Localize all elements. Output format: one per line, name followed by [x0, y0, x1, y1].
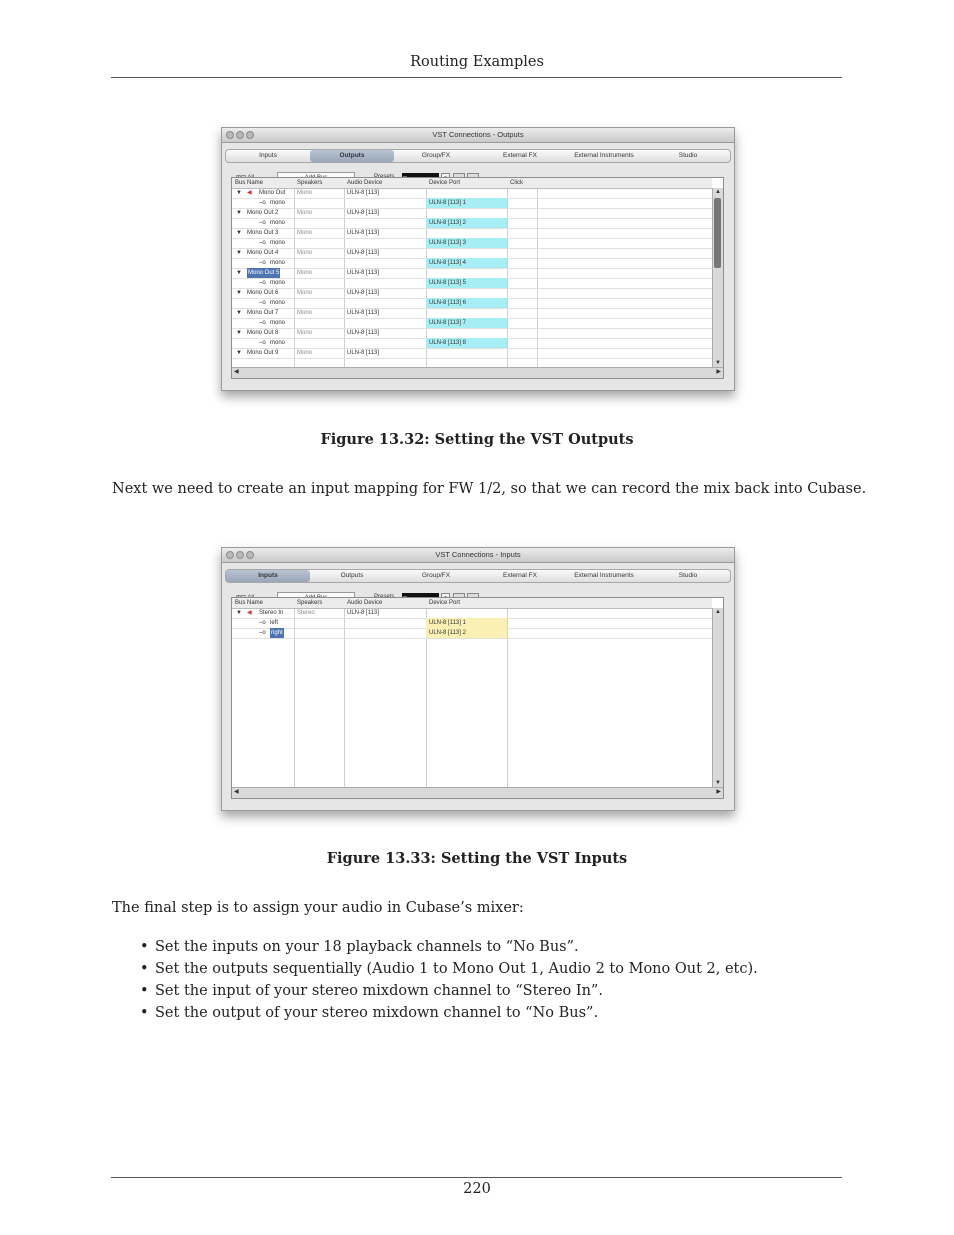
audio-device-value[interactable]: ULN-8 [113] — [347, 610, 379, 616]
expand-triangle-icon[interactable]: ▼ — [236, 290, 242, 296]
list-item: • Set the outputs sequentially (Audio 1 to Mono Out 1, Audio 2 to Mono Out 2, etc). — [140, 958, 758, 980]
figure-caption-inputs: Figure 13.33: Setting the VST Inputs — [326, 850, 628, 867]
audio-device-value[interactable]: ULN-8 [113] — [347, 230, 379, 236]
red-light-icon[interactable] — [226, 131, 234, 139]
horizontal-scrollbar[interactable] — [232, 787, 723, 798]
expand-triangle-icon[interactable]: ▼ — [236, 190, 242, 196]
device-port-value[interactable]: ULN-8 [113] 7 — [429, 320, 466, 326]
expand-triangle-icon[interactable]: ▼ — [236, 310, 242, 316]
device-port-value[interactable]: ULN-8 [113] 1 — [429, 200, 466, 206]
tab-bar — [225, 569, 731, 583]
column-header-bus-name[interactable]: Bus Name — [235, 180, 264, 186]
speakers-value: Mono — [297, 230, 313, 236]
tab-inputs[interactable]: Inputs — [259, 152, 277, 159]
channel-name[interactable]: mono — [270, 220, 286, 226]
tab-group-fx[interactable]: Group/FX — [421, 152, 451, 159]
channel-name[interactable]: mono — [270, 240, 286, 246]
window-title: VST Connections - Outputs — [432, 130, 524, 139]
instruction-list — [140, 936, 758, 1024]
tab-bar — [225, 149, 731, 163]
channel-connector-icon: –o — [259, 300, 266, 306]
bus-name[interactable]: Stereo In — [259, 610, 284, 616]
page-header: Routing Examples — [410, 54, 544, 70]
channel-connector-icon: –o — [259, 340, 266, 346]
green-light-icon[interactable] — [246, 131, 254, 139]
scroll-thumb[interactable] — [714, 198, 721, 268]
window-titlebar[interactable] — [222, 128, 734, 143]
bus-name[interactable]: Mono Out 4 — [247, 250, 279, 256]
channel-name[interactable]: mono — [270, 300, 286, 306]
column-header-audio-device[interactable]: Audio Device — [347, 600, 383, 606]
expand-triangle-icon[interactable]: ▼ — [236, 230, 242, 236]
expand-triangle-icon[interactable]: ▼ — [236, 350, 242, 356]
device-port-value[interactable]: ULN-8 [113] 8 — [429, 340, 466, 346]
scroll-down-icon[interactable]: ▼ — [715, 780, 721, 786]
table-row[interactable] — [232, 348, 712, 359]
list-item: • Set the input of your stereo mixdown channel to “Stereo In”. — [140, 980, 758, 1002]
channel-name[interactable]: mono — [270, 200, 286, 206]
speaker-icon: ◀ — [247, 190, 252, 196]
channel-name[interactable]: mono — [270, 340, 286, 346]
bus-name[interactable]: Mono Out 9 — [247, 350, 279, 356]
channel-connector-icon: –o — [259, 200, 266, 206]
list-item: • Set the inputs on your 18 playback channels to “No Bus”. — [140, 936, 758, 958]
channel-name[interactable]: right — [271, 630, 283, 636]
channel-name[interactable]: mono — [270, 280, 286, 286]
bus-name[interactable]: Mono Out 2 — [247, 210, 279, 216]
audio-device-value[interactable]: ULN-8 [113] — [347, 310, 379, 316]
speakers-value: Mono — [297, 270, 313, 276]
column-header-speakers[interactable]: Speakers — [297, 600, 323, 606]
device-port-value[interactable]: ULN-8 [113] 3 — [429, 240, 466, 246]
column-header-click[interactable]: Click — [510, 180, 523, 186]
tab-inputs[interactable]: Inputs — [226, 570, 310, 582]
device-port-value[interactable]: ULN-8 [113] 6 — [429, 300, 466, 306]
list-item: • Set the output of your stereo mixdown channel to “No Bus”. — [140, 1002, 758, 1024]
paragraph-input-mapping: Next we need to create an input mapping for FW 1/2, so that we can record the mix back into Cubase. — [112, 481, 867, 497]
audio-device-value[interactable]: ULN-8 [113] — [347, 270, 379, 276]
bus-name[interactable]: Mono Out 3 — [247, 230, 279, 236]
channel-connector-icon: –o — [259, 620, 266, 626]
expand-triangle-icon[interactable]: ▼ — [236, 330, 242, 336]
tab-outputs[interactable]: Outputs — [310, 150, 394, 162]
bullet-icon: • — [140, 961, 149, 977]
vst-outputs-window — [221, 127, 735, 391]
vst-inputs-window — [221, 547, 735, 811]
speakers-value: Mono — [297, 350, 313, 356]
audio-device-value[interactable]: ULN-8 [113] — [347, 330, 379, 336]
tab-external-fx[interactable]: External FX — [503, 152, 537, 159]
device-port-value[interactable]: ULN-8 [113] 2 — [429, 630, 466, 636]
audio-device-value[interactable]: ULN-8 [113] — [347, 350, 379, 356]
speakers-value: Stereo — [297, 610, 315, 616]
window-titlebar[interactable] — [222, 548, 734, 563]
expand-triangle-icon[interactable]: ▼ — [236, 610, 242, 616]
scroll-up-icon[interactable]: ▲ — [715, 609, 721, 615]
column-header-audio-device[interactable]: Audio Device — [347, 180, 383, 186]
paragraph-final-step: The final step is to assign your audio in Cubase’s mixer: — [112, 900, 524, 916]
audio-device-value[interactable]: ULN-8 [113] — [347, 190, 379, 196]
horizontal-scrollbar[interactable] — [232, 367, 723, 378]
red-light-icon[interactable] — [226, 551, 234, 559]
bus-name[interactable]: Mono Out 8 — [247, 330, 279, 336]
footer-rule — [111, 1177, 842, 1178]
expand-triangle-icon[interactable]: ▼ — [236, 270, 242, 276]
green-light-icon[interactable] — [246, 551, 254, 559]
connections-table — [231, 177, 724, 379]
scroll-down-icon[interactable]: ▼ — [715, 360, 721, 366]
vertical-scrollbar[interactable] — [712, 188, 723, 368]
tab-external-fx[interactable]: External FX — [503, 572, 537, 579]
scroll-left-icon[interactable]: ◀ — [234, 789, 239, 795]
speakers-value: Mono — [297, 190, 313, 196]
channel-connector-icon: –o — [259, 280, 266, 286]
device-port-value[interactable]: ULN-8 [113] 4 — [429, 260, 466, 266]
audio-device-value[interactable]: ULN-8 [113] — [347, 210, 379, 216]
figure-caption-outputs: Figure 13.32: Setting the VST Outputs — [320, 431, 634, 448]
audio-device-value[interactable]: ULN-8 [113] — [347, 290, 379, 296]
yellow-light-icon[interactable] — [236, 131, 244, 139]
channel-name[interactable]: mono — [270, 320, 286, 326]
window-title: VST Connections - Inputs — [435, 550, 521, 559]
channel-name[interactable]: mono — [270, 260, 286, 266]
speakers-value: Mono — [297, 310, 313, 316]
column-header-bus-name[interactable]: Bus Name — [235, 600, 264, 606]
speakers-value: Mono — [297, 290, 313, 296]
channel-connector-icon: –o — [259, 240, 266, 246]
header-rule — [111, 77, 842, 78]
bus-name[interactable]: Mono Out 5 — [248, 270, 280, 276]
bus-name[interactable]: Mono Out — [259, 190, 286, 196]
speakers-value: Mono — [297, 210, 313, 216]
channel-connector-icon: –o — [259, 260, 266, 266]
tab-external-instruments[interactable]: External Instruments — [574, 152, 634, 159]
bus-name[interactable]: Mono Out 7 — [247, 310, 279, 316]
vertical-scrollbar[interactable] — [712, 608, 723, 788]
scroll-left-icon[interactable]: ◀ — [234, 369, 239, 375]
speakers-value: Mono — [297, 330, 313, 336]
column-header-speakers[interactable]: Speakers — [297, 180, 323, 186]
speakers-value: Mono — [297, 250, 313, 256]
table-row[interactable] — [232, 628, 712, 639]
scroll-up-icon[interactable]: ▲ — [715, 189, 721, 195]
tab-group-fx[interactable]: Group/FX — [421, 572, 451, 579]
bullet-icon: • — [140, 1005, 149, 1021]
tab-outputs[interactable]: Outputs — [340, 572, 364, 579]
channel-connector-icon: –o — [259, 630, 266, 636]
channel-name[interactable]: left — [270, 620, 279, 626]
column-header-device-port[interactable]: Device Port — [429, 180, 461, 186]
page-number: 220 — [463, 1181, 491, 1197]
speaker-icon: ◀ — [247, 610, 252, 616]
audio-device-value[interactable]: ULN-8 [113] — [347, 250, 379, 256]
device-port-value[interactable]: ULN-8 [113] 5 — [429, 280, 466, 286]
tab-studio[interactable]: Studio — [678, 152, 698, 159]
bus-name[interactable]: Mono Out 6 — [247, 290, 279, 296]
channel-connector-icon: –o — [259, 220, 266, 226]
expand-triangle-icon[interactable]: ▼ — [236, 210, 242, 216]
scroll-right-icon[interactable]: ▶ — [716, 369, 721, 375]
column-header-device-port[interactable]: Device Port — [429, 600, 461, 606]
bullet-icon: • — [140, 939, 149, 955]
device-port-value[interactable]: ULN-8 [113] 2 — [429, 220, 466, 226]
expand-triangle-icon[interactable]: ▼ — [236, 250, 242, 256]
tab-studio[interactable]: Studio — [678, 572, 698, 579]
scroll-right-icon[interactable]: ▶ — [716, 789, 721, 795]
tab-external-instruments[interactable]: External Instruments — [574, 572, 634, 579]
bullet-icon: • — [140, 983, 149, 999]
connections-table — [231, 597, 724, 799]
device-port-value[interactable]: ULN-8 [113] 1 — [429, 620, 466, 626]
yellow-light-icon[interactable] — [236, 551, 244, 559]
channel-connector-icon: –o — [259, 320, 266, 326]
